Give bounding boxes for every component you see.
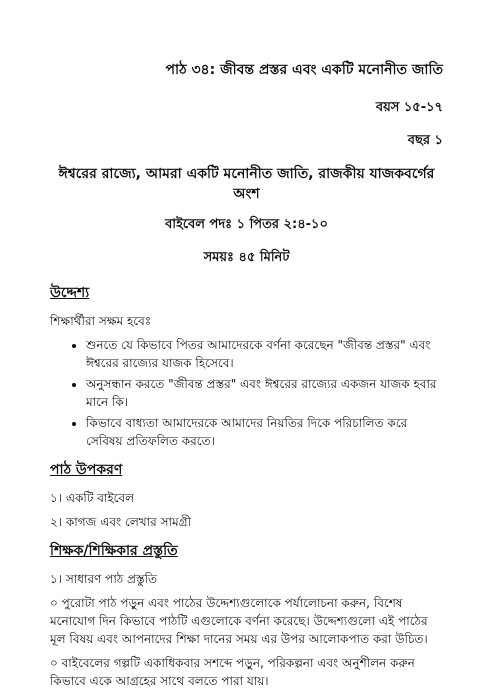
page-title: ঈশ্বরের রাজ্যে, আমরা একটি মনোনীত জাতি, রাজকীয় যাজকবর্গের অংশ — [58, 166, 435, 203]
teacher-prep-sub: ১। সাধারণ পাঠ প্রস্তুতি — [50, 571, 158, 586]
teacher-prep-paragraph: ০ পুরোটা পাঠ পড়ুন এবং পাঠের উদ্দেশ্যগুলোকে পর্যালোচনা করুন, বিশেষ মনোযোগ দিন কিভাবে পাঠটি এগুলোকে বর্ণনা করেছে। উদ্দেশ্যগুলো এই পাঠের মূল বিষয় এবং আপনাদের শিক্ষা দানের সময় এর উপর আলোকপাত করা উচিত। — [50, 595, 428, 646]
teacher-prep-paragraph: ০ বাইবেলের গল্পটি একাধিকবার সশব্দে পড়ুন, পরিকল্পনা এবং অনুশীলন করুন কিভাবে একে আগ্রহের সাথে বলতে পারা যায়। — [50, 655, 415, 688]
lesson-time: সময়ঃ ৪৫ মিনিট — [203, 249, 290, 265]
material-item: ২। কাগজ এবং লেখার সামগ্রী — [50, 514, 192, 529]
objectives-list — [50, 336, 443, 450]
materials-heading: পাঠ উপকরণ — [50, 461, 123, 478]
bible-passage: বাইবেল পদঃ ১ পিতর ২:৪-১০ — [165, 216, 328, 232]
teacher-prep-heading: শিক্ষক/শিক্ষিকার প্রস্তুতি — [50, 542, 178, 559]
objective-item: • শুনতে যে কিভাবে পিতর আমাদেরকে বর্ণনা করেছেন "জীবন্ত প্রস্তর" এবং ঈশ্বরের রাজ্যের যাজক হিসেবে। — [86, 336, 443, 372]
objectives-heading: উদ্দেশ্য — [50, 284, 90, 301]
age-range: বয়স ১৫-১৭ — [375, 100, 443, 115]
year-label: বছর ১ — [407, 133, 443, 148]
objective-item: • কিভাবে বাধ্যতা আমাদেরকে আমাদের নিয়তির দিকে পরিচালিত করে সেবিষয় প্রতিফলিত করতে। — [86, 414, 443, 450]
material-item: ১। একটি বাইবেল — [50, 490, 135, 505]
lesson-title: পাঠ ৩৪: জীবন্ত প্রস্তর এবং একটি মনোনীত জাতি — [165, 62, 443, 78]
objectives-intro: শিক্ষার্থীরা সক্ষম হবেঃ — [50, 313, 152, 328]
objective-item: • অনুসন্ধান করতে "জীবন্ত প্রস্তর" এবং ঈশ্বরের রাজ্যের একজন যাজক হবার মানে কি। — [86, 375, 443, 411]
